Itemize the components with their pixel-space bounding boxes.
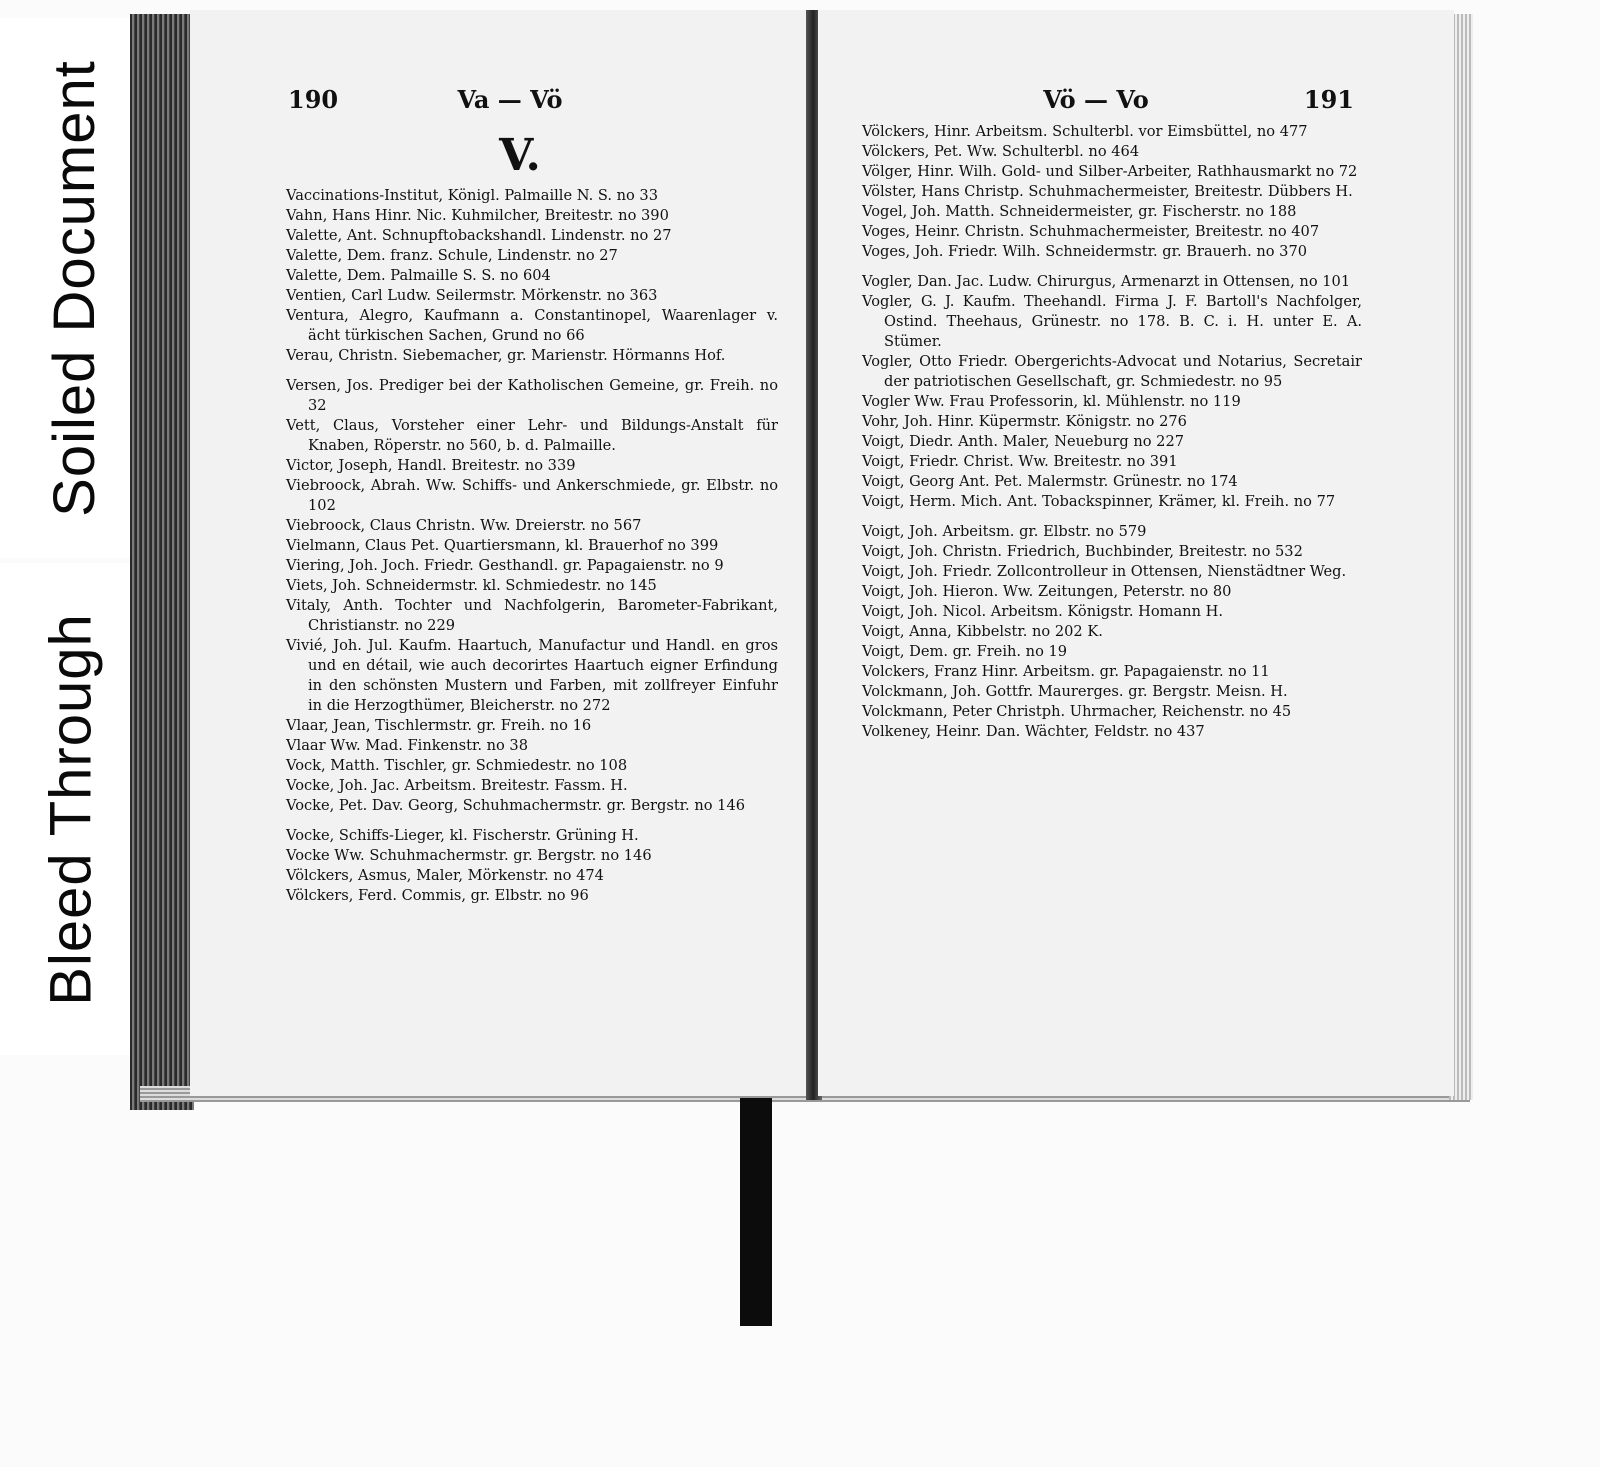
directory-entry: Völckers, Ferd. Commis, gr. Elbstr. no 96 (286, 887, 589, 904)
directory-entry: Ventien, Carl Ludw. Seilermstr. Mörkenstr. no 363 (286, 287, 658, 304)
directory-entry: Vlaar, Jean, Tischlermstr. gr. Freih. no 16 (286, 717, 592, 734)
directory-entry: Volckers, Franz Hinr. Arbeitsm. gr. Papagaienstr. no 11 (862, 663, 1270, 680)
directory-entry: Voigt, Joh. Hieron. Ww. Zeitungen, Peterstr. no 80 (862, 583, 1232, 600)
directory-entry: Voigt, Friedr. Christ. Ww. Breitestr. no 391 (862, 453, 1178, 470)
left-page (190, 10, 810, 1096)
directory-entry: Vitaly, Anth. Tochter und Nachfolgerin, Barometer-Fabrikant, Christianstr. no 229 (286, 597, 778, 634)
directory-entry: Valette, Ant. Schnupftobackshandl. Lindenstr. no 27 (286, 227, 672, 244)
soiled-document-label (0, 18, 148, 558)
directory-entry: Vocke Ww. Schuhmachermstr. gr. Bergstr. no 146 (286, 847, 652, 864)
directory-entry: Völster, Hans Christp. Schuhmachermeister, Breitestr. Dübbers H. (862, 183, 1353, 200)
directory-entry: Ventura, Alegro, Kaufmann a. Constantinopel, Waarenlager v. ächt türkischen Sachen, Grund no 66 (286, 307, 778, 344)
directory-entry: Vocke, Joh. Jac. Arbeitsm. Breitestr. Fassm. H. (286, 777, 628, 794)
directory-entry: Voigt, Joh. Christn. Friedrich, Buchbinder, Breitestr. no 532 (862, 543, 1303, 560)
directory-entry: Vock, Matth. Tischler, gr. Schmiedestr. no 108 (286, 757, 628, 774)
soiled-document-text: Soiled Document (41, 59, 107, 517)
directory-entry: Voigt, Georg Ant. Pet. Malermstr. Grünestr. no 174 (862, 473, 1238, 490)
directory-entry: Völger, Hinr. Wilh. Gold- und Silber-Arbeiter, Rathhausmarkt no 72 (862, 163, 1358, 180)
directory-entry: Voigt, Dem. gr. Freih. no 19 (862, 643, 1068, 660)
right-entry-list (862, 122, 1362, 742)
directory-entry: Voges, Heinr. Christn. Schuhmachermeister, Breitestr. no 407 (862, 223, 1320, 240)
directory-entry: Vielmann, Claus Pet. Quartiersmann, kl. Brauerhof no 399 (286, 537, 719, 554)
directory-entry: Völckers, Asmus, Maler, Mörkenstr. no 474 (286, 867, 604, 884)
directory-entry: Viebroock, Abrah. Ww. Schiffs- und Ankerschmiede, gr. Elbstr. no 102 (286, 477, 778, 514)
directory-entry: Volckmann, Joh. Gottfr. Maurerges. gr. Bergstr. Meisn. H. (862, 683, 1288, 700)
bleed-through-label (0, 563, 142, 1055)
directory-entry: Völckers, Pet. Ww. Schulterbl. no 464 (862, 143, 1140, 160)
directory-entry: Vahn, Hans Hinr. Nic. Kuhmilcher, Breitestr. no 390 (286, 207, 669, 224)
directory-entry: Viebroock, Claus Christn. Ww. Dreierstr. no 567 (286, 517, 642, 534)
directory-entry: Vogler, Otto Friedr. Obergerichts-Advocat und Notarius, Secretair der patriotischen Gesellschaft, gr. Schmiedestr. no 95 (862, 353, 1362, 390)
right-page-number: 191 (1303, 85, 1354, 114)
directory-entry: Vogler, Dan. Jac. Ludw. Chirurgus, Armenarzt in Ottensen, no 101 (862, 273, 1351, 290)
book-edge-left (130, 14, 194, 1110)
left-page-header (190, 85, 810, 125)
left-running-head: Va — Vö (457, 85, 563, 114)
bleed-through-text: Bleed Through (38, 612, 104, 1006)
right-page-header (818, 85, 1454, 125)
directory-entry: Viering, Joh. Joch. Friedr. Gesthandl. gr. Papagaienstr. no 9 (286, 557, 724, 574)
directory-entry: Vohr, Joh. Hinr. Küpermstr. Königstr. no 276 (862, 413, 1187, 430)
directory-entry: Voigt, Anna, Kibbelstr. no 202 K. (862, 623, 1103, 640)
directory-entry: Volkeney, Heinr. Dan. Wächter, Feldstr. no 437 (862, 723, 1205, 740)
directory-entry: Victor, Joseph, Handl. Breitestr. no 339 (286, 457, 576, 474)
directory-entry: Vaccinations-Institut, Königl. Palmaille N. S. no 33 (286, 187, 659, 204)
directory-entry: Vett, Claus, Vorsteher einer Lehr- und Bildungs-Anstalt für Knaben, Röperstr. no 560, b. d. Palmaille. (286, 417, 778, 454)
directory-entry: Valette, Dem. Palmaille S. S. no 604 (286, 267, 551, 284)
left-page-number: 190 (288, 85, 339, 114)
directory-entry: Voigt, Diedr. Anth. Maler, Neueburg no 227 (862, 433, 1185, 450)
directory-entry: Vocke, Schiffs-Lieger, kl. Fischerstr. Grüning H. (286, 827, 639, 844)
directory-entry: Vogler, G. J. Kaufm. Theehandl. Firma J. F. Bartoll's Nachfolger, Ostind. Theehaus, Grünestr. no 178. B. C. i. H. unter E. A. Stümer. (862, 293, 1362, 350)
directory-entry: Voigt, Joh. Nicol. Arbeitsm. Königstr. Homann H. (862, 603, 1223, 620)
directory-entry: Volckmann, Peter Christph. Uhrmacher, Reichenstr. no 45 (862, 703, 1292, 720)
right-running-head: Vö — Vo (1043, 85, 1149, 114)
directory-entry: Vogel, Joh. Matth. Schneidermeister, gr. Fischerstr. no 188 (862, 203, 1297, 220)
directory-entry: Vlaar Ww. Mad. Finkenstr. no 38 (286, 737, 528, 754)
directory-entry: Versen, Jos. Prediger bei der Katholischen Gemeine, gr. Freih. no 32 (286, 377, 778, 414)
section-letter: V. (499, 130, 541, 181)
directory-entry: Voigt, Herm. Mich. Ant. Tobackspinner, Krämer, kl. Freih. no 77 (862, 493, 1336, 510)
directory-entry: Voigt, Joh. Arbeitsm. gr. Elbstr. no 579 (862, 523, 1147, 540)
directory-entry: Voigt, Joh. Friedr. Zollcontrolleur in Ottensen, Nienstädtner Weg. (862, 563, 1347, 580)
directory-entry: Völckers, Hinr. Arbeitsm. Schulterbl. vor Eimsbüttel, no 477 (862, 123, 1308, 140)
right-page (818, 10, 1454, 1096)
directory-entry: Verau, Christn. Siebemacher, gr. Marienstr. Hörmanns Hof. (286, 347, 726, 364)
directory-entry: Viets, Joh. Schneidermstr. kl. Schmiedestr. no 145 (286, 577, 657, 594)
directory-entry: Vivié, Joh. Jul. Kaufm. Haartuch, Manufactur und Handl. en gros und en détail, wie auch decorirtes Haartuch eigner Erfindung in den schönsten Mustern und Farben, mit zollfreyer Einfuhr in die Herzogthümer, Bleicherstr. no 272 (286, 637, 778, 714)
directory-entry: Vocke, Pet. Dav. Georg, Schuhmachermstr. gr. Bergstr. no 146 (286, 797, 746, 814)
bookmark-ribbon (740, 1098, 772, 1326)
left-entry-list (286, 186, 778, 906)
directory-entry: Vogler Ww. Frau Professorin, kl. Mühlenstr. no 119 (862, 393, 1241, 410)
directory-entry: Voges, Joh. Friedr. Wilh. Schneidermstr. gr. Brauerh. no 370 (862, 243, 1308, 260)
directory-entry: Valette, Dem. franz. Schule, Lindenstr. no 27 (286, 247, 618, 264)
